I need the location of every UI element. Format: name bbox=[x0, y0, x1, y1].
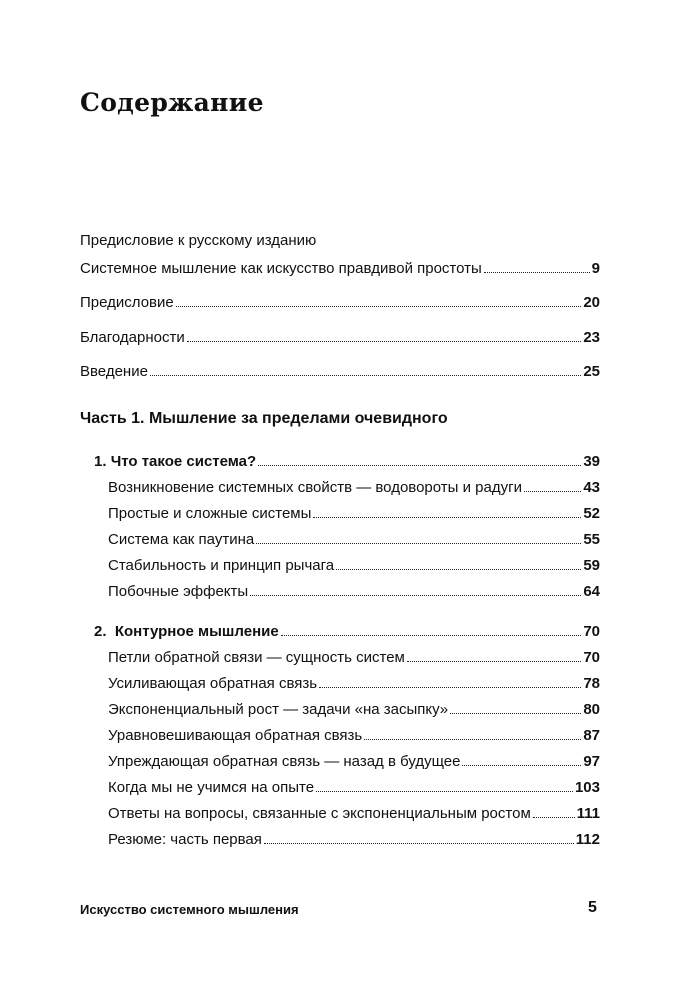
toc-section[interactable] bbox=[108, 830, 600, 850]
dot-leader bbox=[281, 635, 582, 636]
dot-leader bbox=[336, 569, 581, 570]
dot-leader bbox=[462, 765, 581, 766]
toc-section-title: Система как паутина bbox=[108, 531, 255, 548]
dot-leader bbox=[313, 517, 581, 518]
chapter-title: Контурное мышление bbox=[114, 623, 279, 640]
toc-entry-page: 9 bbox=[591, 260, 600, 277]
chapter-number: 1. bbox=[94, 453, 107, 470]
toc-section[interactable] bbox=[108, 700, 600, 720]
toc-section-title: Стабильность и принцип рычага bbox=[108, 557, 335, 574]
toc-section[interactable] bbox=[108, 478, 600, 498]
toc-entry-page: 20 bbox=[583, 294, 600, 311]
toc-entry-page: 112 bbox=[575, 831, 600, 848]
footer-book-title: Искусство системного мышления bbox=[80, 902, 299, 917]
toc-section[interactable] bbox=[108, 804, 600, 824]
toc-entry-page: 52 bbox=[583, 505, 600, 522]
toc-entry-page: 23 bbox=[583, 329, 600, 346]
toc-section-title: Усиливающая обратная связь bbox=[108, 675, 318, 692]
dot-leader bbox=[150, 375, 581, 376]
chapter-title: Что такое система? bbox=[110, 453, 257, 470]
toc-section-title: Когда мы не учимся на опыте bbox=[108, 779, 315, 796]
chapter-number: 2. bbox=[94, 623, 107, 640]
dot-leader bbox=[187, 341, 582, 342]
chapter-heading bbox=[94, 622, 279, 642]
toc-section-title: Экспоненциальный рост — задачи «на засыпку» bbox=[108, 701, 449, 718]
toc-section-title: Уравновешивающая обратная связь bbox=[108, 727, 363, 744]
toc-entry-foreword-ru[interactable] bbox=[80, 259, 600, 279]
dot-leader bbox=[256, 543, 581, 544]
dot-leader bbox=[316, 791, 573, 792]
toc-entry-page: 43 bbox=[583, 479, 600, 496]
dot-leader bbox=[450, 713, 581, 714]
toc-entry-page: 87 bbox=[583, 727, 600, 744]
toc-section-title: Петли обратной связи — сущность систем bbox=[108, 649, 405, 666]
toc-entry-page: 59 bbox=[583, 557, 600, 574]
toc-entry-page: 78 bbox=[583, 675, 600, 692]
footer-page-number: 5 bbox=[588, 899, 597, 916]
toc-entry-page: 97 bbox=[583, 753, 600, 770]
toc-section-title: Ответы на вопросы, связанные с экспоненциальным ростом bbox=[108, 805, 531, 822]
dot-leader bbox=[484, 272, 590, 273]
dot-leader bbox=[264, 843, 574, 844]
toc-entry-page: 103 bbox=[574, 779, 600, 796]
toc-entry-introduction[interactable] bbox=[80, 362, 600, 382]
preface-note: Предисловие к русскому изданию bbox=[80, 232, 317, 249]
dot-leader bbox=[533, 817, 575, 818]
toc-section-title: Возникновение системных свойств — водовороты и радуги bbox=[108, 479, 522, 496]
toc-entry-page: 25 bbox=[583, 363, 600, 380]
toc-section[interactable] bbox=[108, 752, 600, 772]
toc-section-title: Простые и сложные системы bbox=[108, 505, 312, 522]
part-title: Часть 1. Мышление за пределами очевидного bbox=[80, 410, 448, 427]
toc-section[interactable] bbox=[108, 778, 600, 798]
toc-entry-page: 80 bbox=[583, 701, 600, 718]
dot-leader bbox=[250, 595, 581, 596]
toc-entry-page: 111 bbox=[576, 805, 600, 822]
toc-chapter-2[interactable] bbox=[94, 622, 600, 642]
toc-section[interactable] bbox=[108, 504, 600, 524]
dot-leader bbox=[364, 739, 581, 740]
dot-leader bbox=[258, 465, 581, 466]
page-title: Содержание bbox=[80, 88, 264, 117]
toc-section-title: Резюме: часть первая bbox=[108, 831, 262, 848]
dot-leader bbox=[176, 306, 582, 307]
toc-entry-title: Благодарности bbox=[80, 329, 185, 346]
chapter-heading bbox=[94, 452, 256, 472]
dot-leader bbox=[407, 661, 581, 662]
toc-section-title: Побочные эффекты bbox=[108, 583, 249, 600]
toc-entry-title: Предисловие bbox=[80, 294, 174, 311]
toc-section[interactable] bbox=[108, 556, 600, 576]
toc-entry-foreword[interactable] bbox=[80, 293, 600, 313]
toc-entry-page: 55 bbox=[583, 531, 600, 548]
toc-section[interactable] bbox=[108, 674, 600, 694]
toc-section[interactable] bbox=[108, 648, 600, 668]
toc-entry-page: 70 bbox=[583, 623, 600, 640]
toc-section[interactable] bbox=[108, 582, 600, 602]
toc-chapter-1[interactable] bbox=[94, 452, 600, 472]
dot-leader bbox=[319, 687, 581, 688]
toc-section-title: Упреждающая обратная связь — назад в будущее bbox=[108, 753, 461, 770]
toc-entry-title: Введение bbox=[80, 363, 148, 380]
dot-leader bbox=[524, 491, 581, 492]
toc-entry-page: 64 bbox=[583, 583, 600, 600]
toc-entry-page: 39 bbox=[583, 453, 600, 470]
toc-entry-page: 70 bbox=[583, 649, 600, 666]
toc-entry-acknowledgements[interactable] bbox=[80, 328, 600, 348]
toc-section[interactable] bbox=[108, 726, 600, 746]
toc-entry-title: Системное мышление как искусство правдивой простоты bbox=[80, 260, 482, 277]
toc-section[interactable] bbox=[108, 530, 600, 550]
